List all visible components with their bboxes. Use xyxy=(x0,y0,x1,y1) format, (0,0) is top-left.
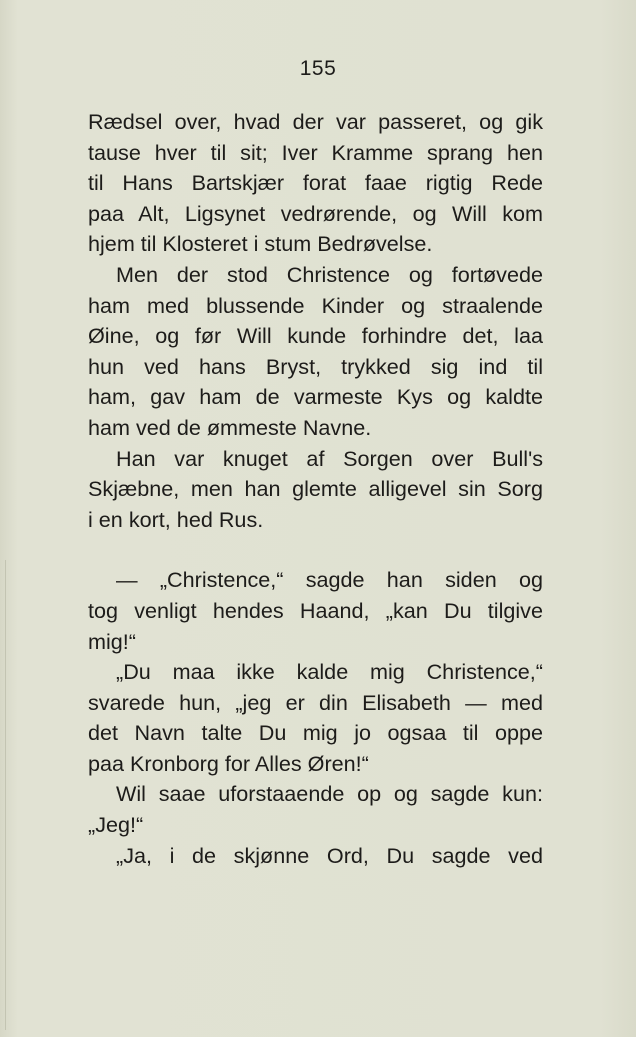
paragraph xyxy=(88,565,543,657)
text-line: paa Kronborg for Alles Øren!“ xyxy=(88,750,369,776)
paragraph xyxy=(88,657,543,779)
text-line: tog venligt hendes Haand, „kan Du tilgive xyxy=(88,597,543,623)
text-line: det Navn talte Du mig jo ogsaa til oppe xyxy=(88,720,543,746)
text-line: paa Alt, Ligsynet vedrørende, og Will kom xyxy=(88,200,543,226)
text-line: tause hver til sit; Iver Kramme sprang hen xyxy=(88,139,543,165)
text-line: i en kort, hed Rus. xyxy=(88,506,264,532)
paragraph xyxy=(88,841,543,872)
text-line: Wil saae uforstaaende op og sagde kun: xyxy=(116,781,543,807)
text-line: Men der stod Christence og fortøvede xyxy=(116,261,543,287)
section-gap xyxy=(88,535,543,565)
text-line: hun ved hans Bryst, trykked sig ind til xyxy=(88,353,543,379)
paragraph xyxy=(88,444,543,536)
text-line: svarede hun, „jeg er din Elisabeth — med xyxy=(88,689,543,715)
text-line: mig!“ xyxy=(88,628,136,654)
paragraph xyxy=(88,260,543,444)
paragraph xyxy=(88,779,543,840)
text-line: til Hans Bartskjær forat faae rigtig Rede xyxy=(88,170,543,196)
text-line: „Jeg!“ xyxy=(88,812,144,838)
text-line: — „Christence,“ sagde han siden og xyxy=(116,567,543,593)
text-line: „Ja, i de skjønne Ord, Du sagde ved xyxy=(116,842,543,868)
text-line: ham ved de ømmeste Navne. xyxy=(88,414,372,440)
text-line: „Du maa ikke kalde mig Christence,“ xyxy=(116,659,543,685)
text-line: Øine, og før Will kunde forhindre det, laa xyxy=(88,323,543,349)
paragraph xyxy=(88,107,543,260)
text-line: Rædsel over, hvad der var passeret, og gik xyxy=(88,109,543,134)
text-line: hjem til Klosteret i stum Bedrøvelse. xyxy=(88,231,433,257)
text-line: ham, gav ham de varmeste Kys og kaldte xyxy=(88,384,543,410)
page-number: 155 xyxy=(299,57,337,80)
text-line: Skjæbne, men han glemte alligevel sin Sorg xyxy=(88,476,543,502)
text-line: ham med blussende Kinder og straalende xyxy=(88,292,543,318)
text-line: Han var knuget af Sorgen over Bull's xyxy=(116,445,543,471)
body-text xyxy=(88,107,543,871)
page-edge-line xyxy=(5,560,6,1030)
